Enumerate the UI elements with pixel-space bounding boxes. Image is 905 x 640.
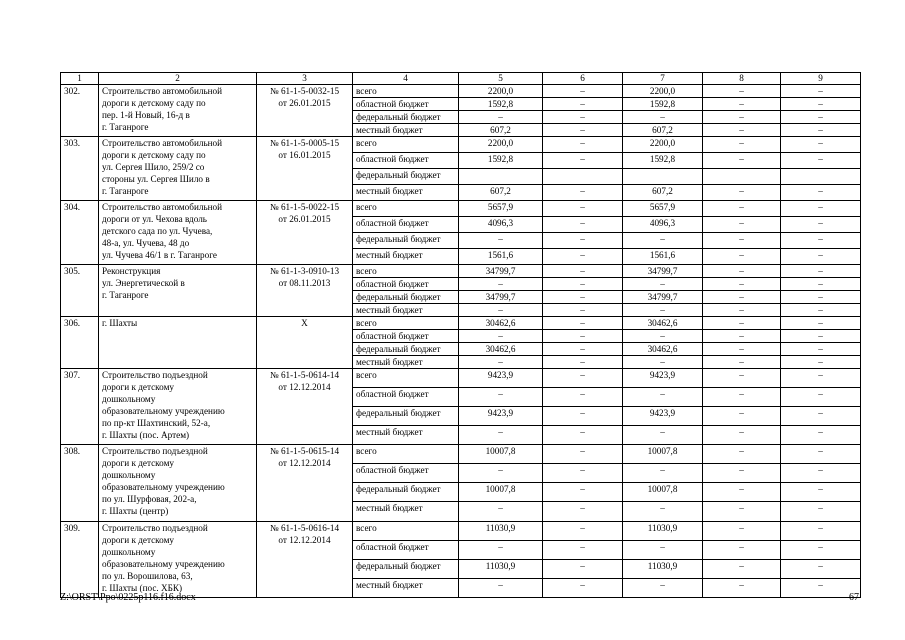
document-line: № 61-1-5-0032-15 — [269, 86, 340, 96]
header-cell: 4 — [353, 73, 459, 85]
amount-c6: – — [543, 184, 623, 200]
table-row — [61, 85, 861, 98]
document-line: № 61-1-5-0022-15 — [269, 201, 340, 212]
amount-c8: – — [703, 124, 781, 137]
amount-c9: – — [781, 152, 861, 168]
amount-c7: 30462,6 — [623, 316, 703, 329]
amount-c5: 2200,0 — [459, 137, 543, 153]
amount-c9: – — [781, 521, 861, 540]
amount-c9: – — [781, 264, 861, 277]
amount-c5: – — [459, 540, 543, 559]
amount-c9: – — [781, 137, 861, 153]
amount-c9: – — [781, 406, 861, 425]
amount-c5: 34799,7 — [459, 264, 543, 277]
description-line: г. Таганроге — [102, 122, 149, 132]
amount-c5: 9423,9 — [459, 406, 543, 425]
table-row — [61, 521, 861, 540]
amount-c9: – — [781, 200, 861, 216]
description-line: дороги от ул. Чехова вдоль — [102, 213, 207, 224]
amount-c9: – — [781, 124, 861, 137]
amount-c6: – — [543, 232, 623, 248]
amount-c7: – — [623, 502, 703, 521]
amount-c9: – — [781, 232, 861, 248]
document-line: X — [301, 317, 308, 328]
table-row — [61, 200, 861, 216]
entry-number: 304. — [61, 200, 99, 264]
amount-c6: – — [543, 264, 623, 277]
budget-source: местный бюджет — [353, 355, 459, 368]
amount-c9: – — [781, 445, 861, 464]
budget-source: местный бюджет — [353, 578, 459, 597]
document-line: от 16.01.2015 — [278, 150, 331, 160]
description-line: Строительство автомобильной — [102, 86, 223, 96]
budget-source: областной бюджет — [353, 216, 459, 232]
amount-c5: – — [459, 277, 543, 290]
amount-c6: – — [543, 248, 623, 264]
description-line: дороги к детскому — [102, 534, 174, 545]
entry-description — [99, 200, 257, 264]
amount-c8: – — [703, 200, 781, 216]
amount-c9: – — [781, 184, 861, 200]
header-row — [61, 73, 861, 85]
document-line: № 61-1-3-0910-13 — [269, 265, 340, 276]
header-cell: 9 — [781, 73, 861, 85]
table-body — [61, 73, 861, 598]
description-line: детского сада по ул. Чучева, — [102, 225, 213, 236]
description-line: образовательному учреждению — [102, 405, 225, 416]
budget-source: областной бюджет — [353, 387, 459, 406]
amount-c7: – — [623, 277, 703, 290]
budget-source: местный бюджет — [353, 248, 459, 264]
amount-c7: – — [623, 303, 703, 316]
investment-table — [60, 72, 861, 598]
file-path: Z:\ORST\Ppo\0225p116.f16.docx — [60, 592, 196, 603]
amount-c9: – — [781, 355, 861, 368]
amount-c7: 1561,6 — [623, 248, 703, 264]
amount-c5: 10007,8 — [459, 483, 543, 502]
amount-c8: – — [703, 111, 781, 124]
entry-number: 303. — [61, 137, 99, 201]
amount-c6: – — [543, 303, 623, 316]
amount-c8: – — [703, 425, 781, 444]
document-reference — [257, 445, 353, 522]
budget-source: федеральный бюджет — [353, 342, 459, 355]
description-line: Строительство подъездной — [102, 522, 208, 533]
amount-c8: – — [703, 184, 781, 200]
budget-source: федеральный бюджет — [353, 559, 459, 578]
amount-c5: 5657,9 — [459, 200, 543, 216]
amount-c6: – — [543, 540, 623, 559]
description-line: по ул. Шурфовая, 202-а, — [102, 494, 197, 504]
budget-source: федеральный бюджет — [353, 406, 459, 425]
budget-source: всего — [353, 264, 459, 277]
amount-c9: – — [781, 98, 861, 111]
entry-description — [99, 85, 257, 137]
amount-c6: – — [543, 85, 623, 98]
description-line: ул. Чучева 46/1 в г. Таганроге — [102, 249, 217, 260]
document-line: от 12.12.2014 — [278, 534, 331, 545]
document-line: № 61-1-5-0614-14 — [269, 369, 340, 380]
amount-c5: – — [459, 387, 543, 406]
amount-c9: – — [781, 248, 861, 264]
amount-c7: 34799,7 — [623, 264, 703, 277]
amount-c6: – — [543, 137, 623, 153]
budget-source: всего — [353, 137, 459, 153]
document-line: от 12.12.2014 — [278, 458, 331, 468]
amount-c6: – — [543, 342, 623, 355]
amount-c7: 10007,8 — [623, 483, 703, 502]
amount-c9: – — [781, 316, 861, 329]
amount-c7: 1592,8 — [623, 152, 703, 168]
description-line: г. Шахты (пос. Артем) — [102, 429, 190, 440]
amount-c5: 1592,8 — [459, 152, 543, 168]
header-cell: 3 — [257, 73, 353, 85]
budget-source: всего — [353, 85, 459, 98]
amount-c9: – — [781, 342, 861, 355]
amount-c5: – — [459, 329, 543, 342]
amount-c7: – — [623, 232, 703, 248]
table-row — [61, 316, 861, 329]
amount-c8: – — [703, 387, 781, 406]
budget-source: федеральный бюджет — [353, 111, 459, 124]
description-line: дороги к детскому саду по — [102, 98, 206, 108]
amount-c8: – — [703, 502, 781, 521]
budget-source: местный бюджет — [353, 124, 459, 137]
amount-c8: – — [703, 152, 781, 168]
amount-c7: 5657,9 — [623, 200, 703, 216]
amount-c8: – — [703, 232, 781, 248]
amount-c8: – — [703, 406, 781, 425]
amount-c7: 11030,9 — [623, 521, 703, 540]
header-cell: 2 — [99, 73, 257, 85]
description-line: по ул. Ворошилова, 63, — [102, 570, 193, 581]
entry-description — [99, 264, 257, 316]
amount-c8: – — [703, 521, 781, 540]
amount-c6: – — [543, 521, 623, 540]
document-line: от 08.11.2013 — [278, 277, 331, 288]
description-line: ул. Сергея Шило, 259/2 со — [102, 162, 205, 172]
budget-source: всего — [353, 368, 459, 387]
budget-source: всего — [353, 521, 459, 540]
description-line: дошкольному — [102, 470, 156, 480]
amount-c9: – — [781, 290, 861, 303]
amount-c7: – — [623, 355, 703, 368]
amount-c6: – — [543, 200, 623, 216]
amount-c7: – — [623, 540, 703, 559]
amount-c7: 11030,9 — [623, 559, 703, 578]
budget-source: областной бюджет — [353, 540, 459, 559]
amount-c9: – — [781, 387, 861, 406]
amount-c5: – — [459, 303, 543, 316]
description-line: г. Шахты — [102, 317, 138, 328]
entry-description — [99, 137, 257, 201]
amount-c9: – — [781, 111, 861, 124]
amount-c7: 9423,9 — [623, 406, 703, 425]
amount-c9: – — [781, 303, 861, 316]
description-line: дороги к детскому — [102, 458, 174, 468]
amount-c9: – — [781, 85, 861, 98]
document-line: от 26.01.2015 — [278, 213, 331, 224]
budget-source: местный бюджет — [353, 303, 459, 316]
amount-c6: – — [543, 483, 623, 502]
budget-source: федеральный бюджет — [353, 232, 459, 248]
budget-source: федеральный бюджет — [353, 168, 459, 184]
amount-c6: – — [543, 216, 623, 232]
amount-c8: – — [703, 137, 781, 153]
amount-c5: 1561,6 — [459, 248, 543, 264]
amount-c9: – — [781, 502, 861, 521]
amount-c6: – — [543, 152, 623, 168]
amount-c8: – — [703, 316, 781, 329]
amount-c9: – — [781, 216, 861, 232]
description-line: Строительство подъездной — [102, 446, 208, 456]
entry-description — [99, 521, 257, 598]
description-line: стороны ул. Сергея Шило в — [102, 174, 210, 184]
description-line: Строительство подъездной — [102, 369, 208, 380]
amount-c7: 10007,8 — [623, 445, 703, 464]
description-line: Реконструкция — [102, 265, 161, 276]
amount-c6: – — [543, 464, 623, 483]
amount-c7: – — [623, 578, 703, 597]
document-reference — [257, 85, 353, 137]
header-cell: 8 — [703, 73, 781, 85]
budget-source: федеральный бюджет — [353, 290, 459, 303]
amount-c9: – — [781, 329, 861, 342]
amount-c8: – — [703, 464, 781, 483]
page-number: 67 — [849, 592, 859, 603]
amount-c8: – — [703, 290, 781, 303]
amount-c6: – — [543, 425, 623, 444]
description-line: дошкольному — [102, 393, 156, 404]
document-line: от 12.12.2014 — [278, 381, 331, 392]
description-line: Строительство автомобильной — [102, 201, 223, 212]
description-line: 48-а, ул. Чучева, 48 до — [102, 237, 190, 248]
document-reference — [257, 137, 353, 201]
amount-c7: 2200,0 — [623, 137, 703, 153]
amount-c8: – — [703, 303, 781, 316]
amount-c5: 1592,8 — [459, 98, 543, 111]
amount-c8: – — [703, 277, 781, 290]
amount-c8: – — [703, 559, 781, 578]
amount-c7: – — [623, 111, 703, 124]
entry-description — [99, 445, 257, 522]
entry-number: 302. — [61, 85, 99, 137]
budget-source: всего — [353, 445, 459, 464]
description-line: г. Таганроге — [102, 186, 149, 196]
amount-c5: 30462,6 — [459, 342, 543, 355]
amount-c6: – — [543, 445, 623, 464]
entry-number: 309. — [61, 521, 99, 598]
document-line: № 61-1-5-0005-15 — [269, 138, 340, 148]
amount-c6: – — [543, 559, 623, 578]
description-line: образовательному учреждению — [102, 482, 225, 492]
budget-source: областной бюджет — [353, 152, 459, 168]
budget-source: местный бюджет — [353, 425, 459, 444]
description-line: Строительство автомобильной — [102, 138, 223, 148]
amount-c5: – — [459, 464, 543, 483]
entry-description — [99, 368, 257, 445]
table-row — [61, 368, 861, 387]
amount-c6: – — [543, 406, 623, 425]
entry-number: 306. — [61, 316, 99, 368]
amount-c8 — [703, 168, 781, 184]
amount-c5: 607,2 — [459, 184, 543, 200]
document-line: № 61-1-5-0616-14 — [269, 522, 340, 533]
budget-source: областной бюджет — [353, 329, 459, 342]
budget-source: всего — [353, 316, 459, 329]
amount-c5: 10007,8 — [459, 445, 543, 464]
description-line: ул. Энергетической в — [102, 277, 185, 288]
amount-c9: – — [781, 540, 861, 559]
description-line: г. Шахты (центр) — [102, 506, 169, 516]
description-line: дошкольному — [102, 546, 156, 557]
amount-c5: 30462,6 — [459, 316, 543, 329]
header-cell: 6 — [543, 73, 623, 85]
amount-c8: – — [703, 98, 781, 111]
description-line: дороги к детскому — [102, 381, 174, 392]
amount-c6: – — [543, 111, 623, 124]
description-line: по пр-кт Шахтинский, 52-а, — [102, 417, 211, 428]
table-row — [61, 264, 861, 277]
amount-c5: – — [459, 355, 543, 368]
amount-c8: – — [703, 329, 781, 342]
document-reference — [257, 264, 353, 316]
amount-c7: 34799,7 — [623, 290, 703, 303]
header-cell: 1 — [61, 73, 99, 85]
document-reference — [257, 200, 353, 264]
amount-c6 — [543, 168, 623, 184]
amount-c8: – — [703, 342, 781, 355]
amount-c5: – — [459, 425, 543, 444]
amount-c8: – — [703, 483, 781, 502]
amount-c5: 9423,9 — [459, 368, 543, 387]
amount-c7: 1592,8 — [623, 98, 703, 111]
amount-c8: – — [703, 445, 781, 464]
amount-c5: 4096,3 — [459, 216, 543, 232]
description-line: пер. 1-й Новый, 16-д в — [102, 110, 190, 120]
table-row — [61, 137, 861, 153]
amount-c8: – — [703, 368, 781, 387]
amount-c6: – — [543, 368, 623, 387]
amount-c8: – — [703, 578, 781, 597]
amount-c9: – — [781, 578, 861, 597]
amount-c6: – — [543, 355, 623, 368]
amount-c5: 11030,9 — [459, 559, 543, 578]
amount-c9: – — [781, 483, 861, 502]
amount-c9: – — [781, 464, 861, 483]
amount-c8: – — [703, 264, 781, 277]
amount-c6: – — [543, 502, 623, 521]
budget-source: местный бюджет — [353, 184, 459, 200]
amount-c7: 9423,9 — [623, 368, 703, 387]
amount-c7: 4096,3 — [623, 216, 703, 232]
amount-c5: – — [459, 502, 543, 521]
amount-c5: 11030,9 — [459, 521, 543, 540]
document-line: от 26.01.2015 — [278, 98, 331, 108]
amount-c5: 607,2 — [459, 124, 543, 137]
description-line: образовательному учреждению — [102, 558, 225, 569]
amount-c9: – — [781, 425, 861, 444]
document-reference — [257, 521, 353, 598]
amount-c7: 607,2 — [623, 124, 703, 137]
amount-c8: – — [703, 355, 781, 368]
document-reference — [257, 316, 353, 368]
amount-c7: – — [623, 387, 703, 406]
description-line: дороги к детскому саду по — [102, 150, 206, 160]
amount-c9: – — [781, 559, 861, 578]
header-cell: 5 — [459, 73, 543, 85]
document-reference — [257, 368, 353, 445]
description-line: г. Шахты (пос. ХБК) — [102, 582, 183, 593]
budget-source: местный бюджет — [353, 502, 459, 521]
document-line: № 61-1-5-0615-14 — [269, 446, 340, 456]
budget-source: федеральный бюджет — [353, 483, 459, 502]
entry-number: 305. — [61, 264, 99, 316]
amount-c6: – — [543, 98, 623, 111]
amount-c6: – — [543, 387, 623, 406]
amount-c5 — [459, 168, 543, 184]
amount-c8: – — [703, 216, 781, 232]
amount-c8: – — [703, 85, 781, 98]
amount-c5: 2200,0 — [459, 85, 543, 98]
amount-c6: – — [543, 290, 623, 303]
amount-c7: 30462,6 — [623, 342, 703, 355]
table-row — [61, 445, 861, 464]
amount-c9 — [781, 168, 861, 184]
amount-c7: 2200,0 — [623, 85, 703, 98]
amount-c9: – — [781, 277, 861, 290]
amount-c5: 34799,7 — [459, 290, 543, 303]
amount-c7: 607,2 — [623, 184, 703, 200]
entry-description — [99, 316, 257, 368]
budget-source: всего — [353, 200, 459, 216]
amount-c6: – — [543, 329, 623, 342]
amount-c6: – — [543, 277, 623, 290]
amount-c7: – — [623, 464, 703, 483]
amount-c9: – — [781, 368, 861, 387]
budget-source: областной бюджет — [353, 464, 459, 483]
budget-source: областной бюджет — [353, 277, 459, 290]
description-line: г. Таганроге — [102, 289, 149, 300]
amount-c6: – — [543, 578, 623, 597]
amount-c8: – — [703, 248, 781, 264]
amount-c7: – — [623, 329, 703, 342]
amount-c6: – — [543, 124, 623, 137]
amount-c7 — [623, 168, 703, 184]
header-cell: 7 — [623, 73, 703, 85]
entry-number: 308. — [61, 445, 99, 522]
amount-c7: – — [623, 425, 703, 444]
amount-c5: – — [459, 111, 543, 124]
amount-c5: – — [459, 578, 543, 597]
amount-c8: – — [703, 540, 781, 559]
budget-source: областной бюджет — [353, 98, 459, 111]
entry-number: 307. — [61, 368, 99, 445]
amount-c5: – — [459, 232, 543, 248]
amount-c6: – — [543, 316, 623, 329]
